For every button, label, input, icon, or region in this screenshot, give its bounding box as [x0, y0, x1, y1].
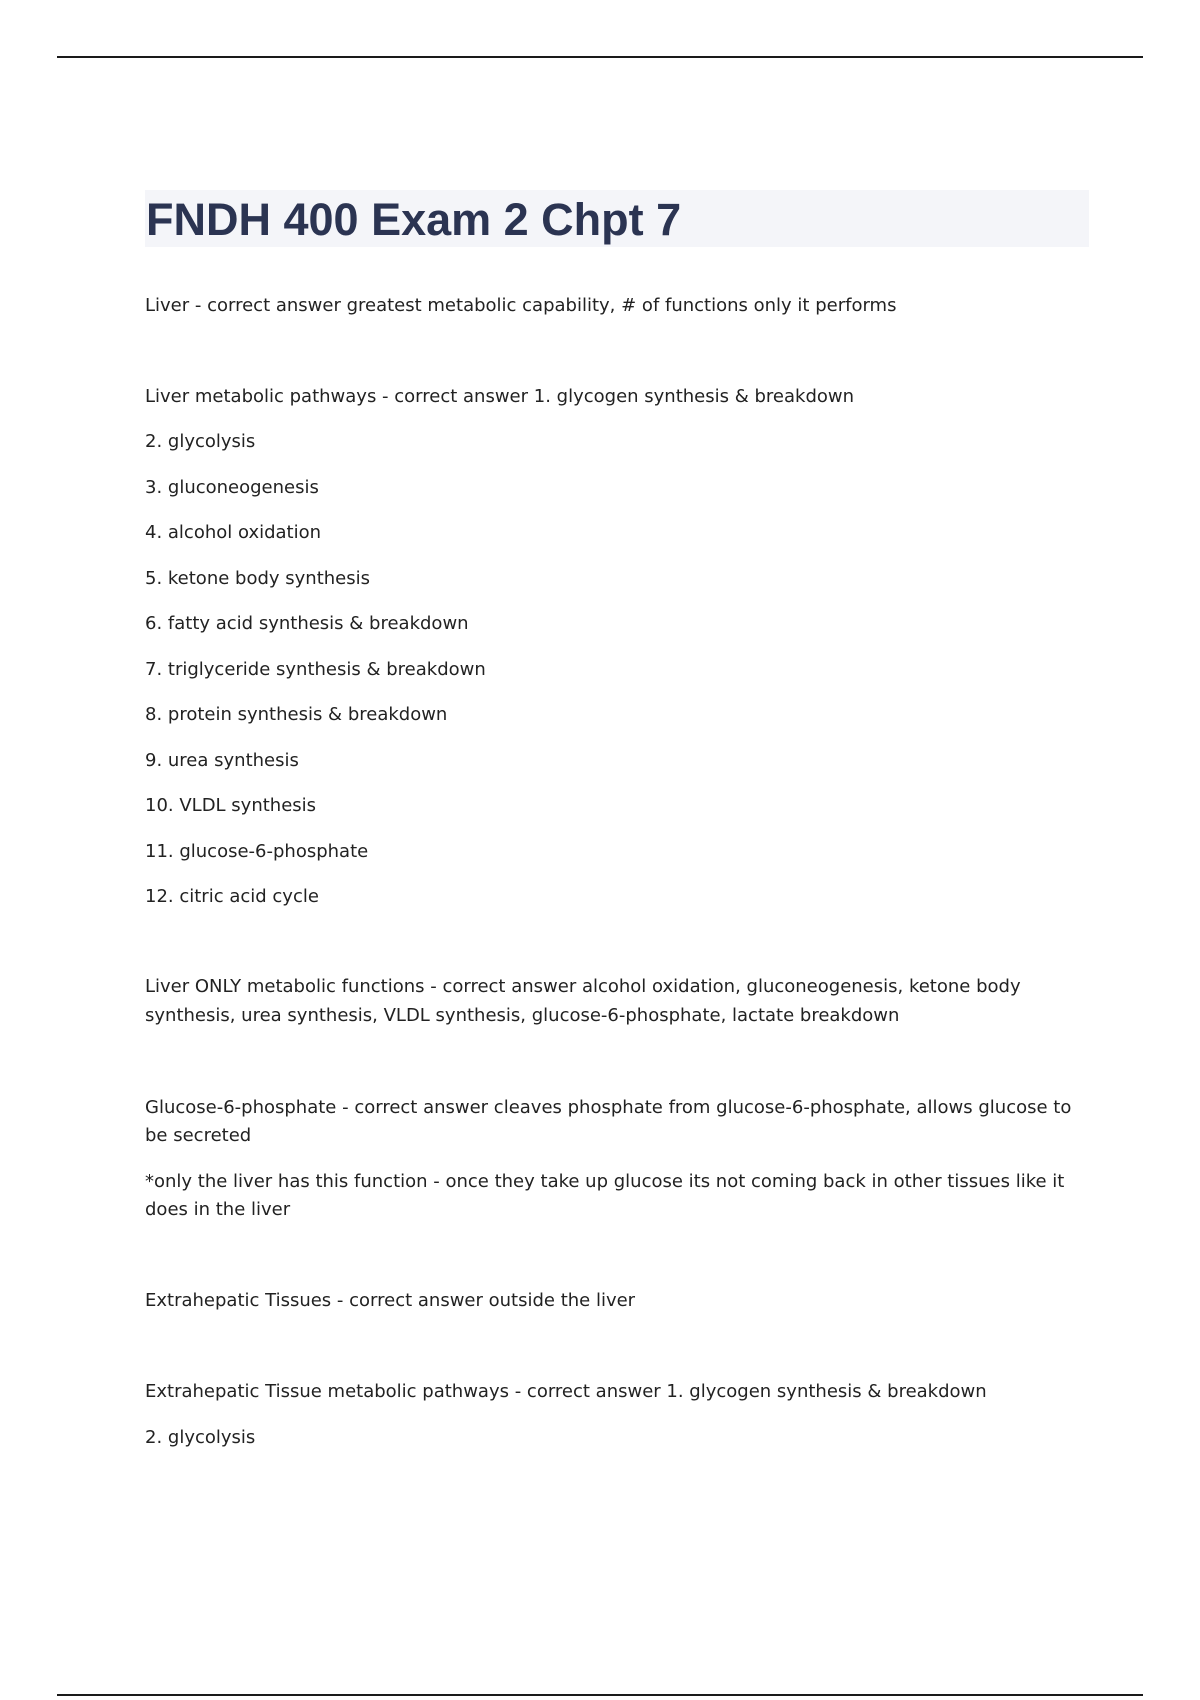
- list-item: 8. protein synthesis & breakdown: [145, 704, 448, 725]
- list-item: 3. gluconeogenesis: [145, 477, 319, 498]
- top-divider: [57, 56, 1143, 58]
- list-item: 10. VLDL synthesis: [145, 795, 317, 816]
- answer-extrahepatic-pathways: Extrahepatic Tissue metabolic pathways - correct answer 1. glycogen synthesis & breakdown: [145, 1381, 987, 1402]
- list-item: 9. urea synthesis: [145, 750, 299, 771]
- note-liver-only: *only the liver has this function - once they take up glucose its not coming back in other tissues like it: [145, 1171, 1065, 1192]
- bottom-divider: [57, 1694, 1143, 1696]
- list-item: 12. citric acid cycle: [145, 886, 319, 907]
- list-item: 2. glycolysis: [145, 431, 256, 452]
- answer-liver-only-cont: synthesis, urea synthesis, VLDL synthesis, glucose-6-phosphate, lactate breakdown: [145, 1005, 900, 1026]
- answer-liver: Liver - correct answer greatest metabolic capability, # of functions only it performs: [145, 295, 897, 316]
- list-item: 7. triglyceride synthesis & breakdown: [145, 659, 486, 680]
- list-item: 5. ketone body synthesis: [145, 568, 370, 589]
- page-title: FNDH 400 Exam 2 Chpt 7: [146, 194, 682, 245]
- answer-extrahepatic-tissues: Extrahepatic Tissues - correct answer outside the liver: [145, 1290, 636, 1311]
- list-item: 4. alcohol oxidation: [145, 522, 322, 543]
- answer-glucose-6-phosphate: Glucose-6-phosphate - correct answer cleaves phosphate from glucose-6-phosphate, allows glucose to: [145, 1097, 1072, 1118]
- note-liver-only-cont: does in the liver: [145, 1199, 291, 1220]
- answer-liver-pathways: Liver metabolic pathways - correct answer 1. glycogen synthesis & breakdown: [145, 386, 855, 407]
- answer-liver-only: Liver ONLY metabolic functions - correct answer alcohol oxidation, gluconeogenesis, ketone body: [145, 976, 1021, 997]
- list-item: 11. glucose-6-phosphate: [145, 841, 369, 862]
- answer-glucose-6-phosphate-cont: be secreted: [145, 1125, 252, 1146]
- list-item: 6. fatty acid synthesis & breakdown: [145, 613, 469, 634]
- list-item: 2. glycolysis: [145, 1427, 256, 1448]
